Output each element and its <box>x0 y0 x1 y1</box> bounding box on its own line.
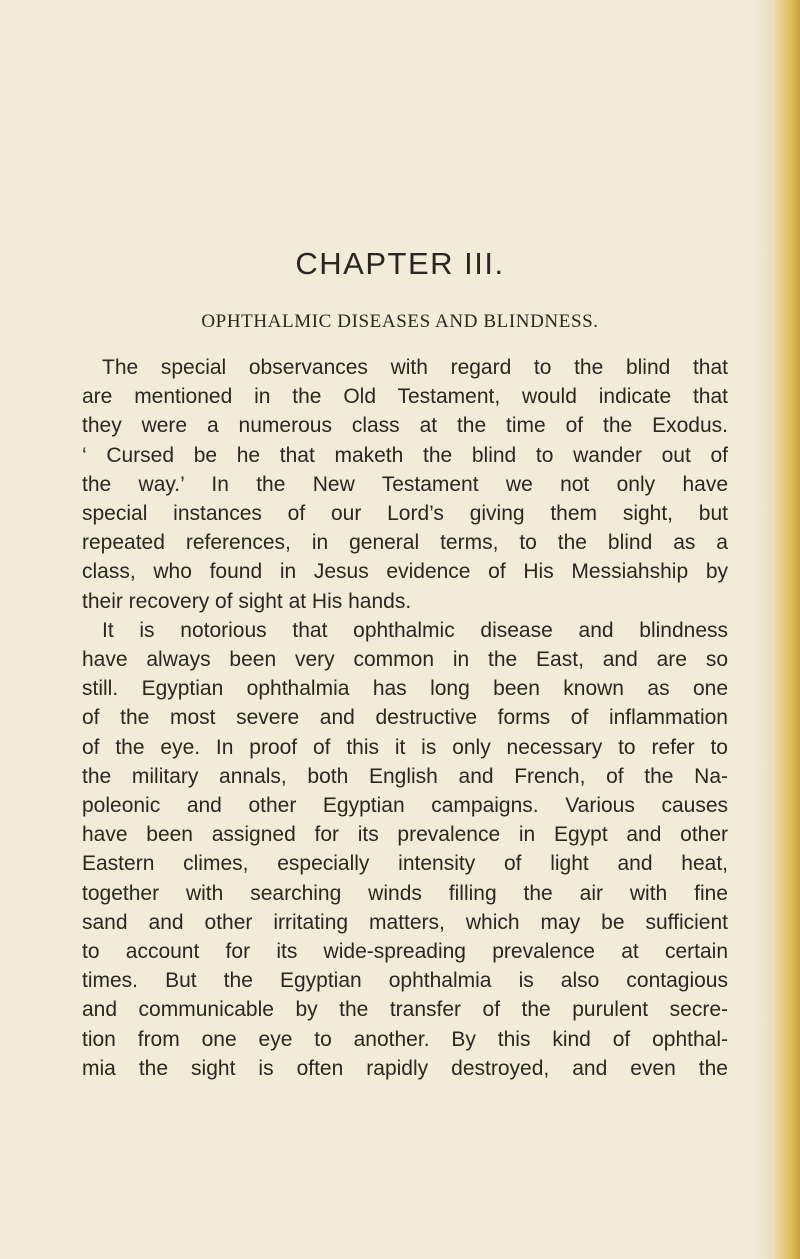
text-line: of the most severe and destructive forms of inflammation <box>82 706 728 730</box>
text-line: still. Egyptian ophthalmia has long been known as one <box>82 677 728 701</box>
text-line: the military annals, both English and French, of the Na- <box>82 764 728 788</box>
text-line: and communicable by the transfer of the purulent secre- <box>82 998 728 1022</box>
text-line: The special observances with regard to the blind that <box>102 356 728 379</box>
text-line: of the eye. In proof of this it is only necessary to refer to <box>82 735 728 759</box>
text-line: mia the sight is often rapidly destroyed, and even the <box>82 1056 728 1080</box>
text-line: are mentioned in the Old Testament, would indicate that <box>82 385 728 409</box>
text-line: ‘ Cursed be he that maketh the blind to wander out of <box>82 443 728 467</box>
text-line: special instances of our Lord’s giving them sight, but <box>82 502 728 526</box>
chapter-heading: CHAPTER III. <box>295 246 505 281</box>
chapter-title: OPHTHALMIC DISEASES AND BLINDNESS. <box>201 311 599 332</box>
text-line: times. But the Egyptian ophthalmia is also contagious <box>82 969 728 993</box>
text-line: have always been very common in the East, and are so <box>82 648 728 672</box>
text-line: the way.’ In the New Testament we not only have <box>82 472 728 496</box>
body-text <box>82 353 728 1083</box>
text-line: have been assigned for its prevalence in Egypt and other <box>82 823 728 847</box>
text-line: It is notorious that ophthalmic disease and blindness <box>102 618 728 642</box>
text-line: Eastern climes, especially intensity of light and heat, <box>82 852 728 876</box>
text-line: they were a numerous class at the time of the Exodus. <box>82 414 728 438</box>
page-gutter-shadow <box>754 0 772 1259</box>
text-line: poleonic and other Egyptian campaigns. Various causes <box>82 794 728 818</box>
page-edge <box>772 0 800 1259</box>
text-line: together with searching winds filling the air with fine <box>82 881 728 905</box>
text-line: sand and other irritating matters, which may be sufficient <box>82 910 728 934</box>
text-line: tion from one eye to another. By this kind of ophthal- <box>82 1027 728 1051</box>
text-line: class, who found in Jesus evidence of His Messiahship by <box>82 560 728 584</box>
text-line: their recovery of sight at His hands. <box>82 589 412 613</box>
text-line: to account for its wide-spreading prevalence at certain <box>82 940 728 964</box>
text-line: repeated references, in general terms, to the blind as a <box>82 531 728 555</box>
